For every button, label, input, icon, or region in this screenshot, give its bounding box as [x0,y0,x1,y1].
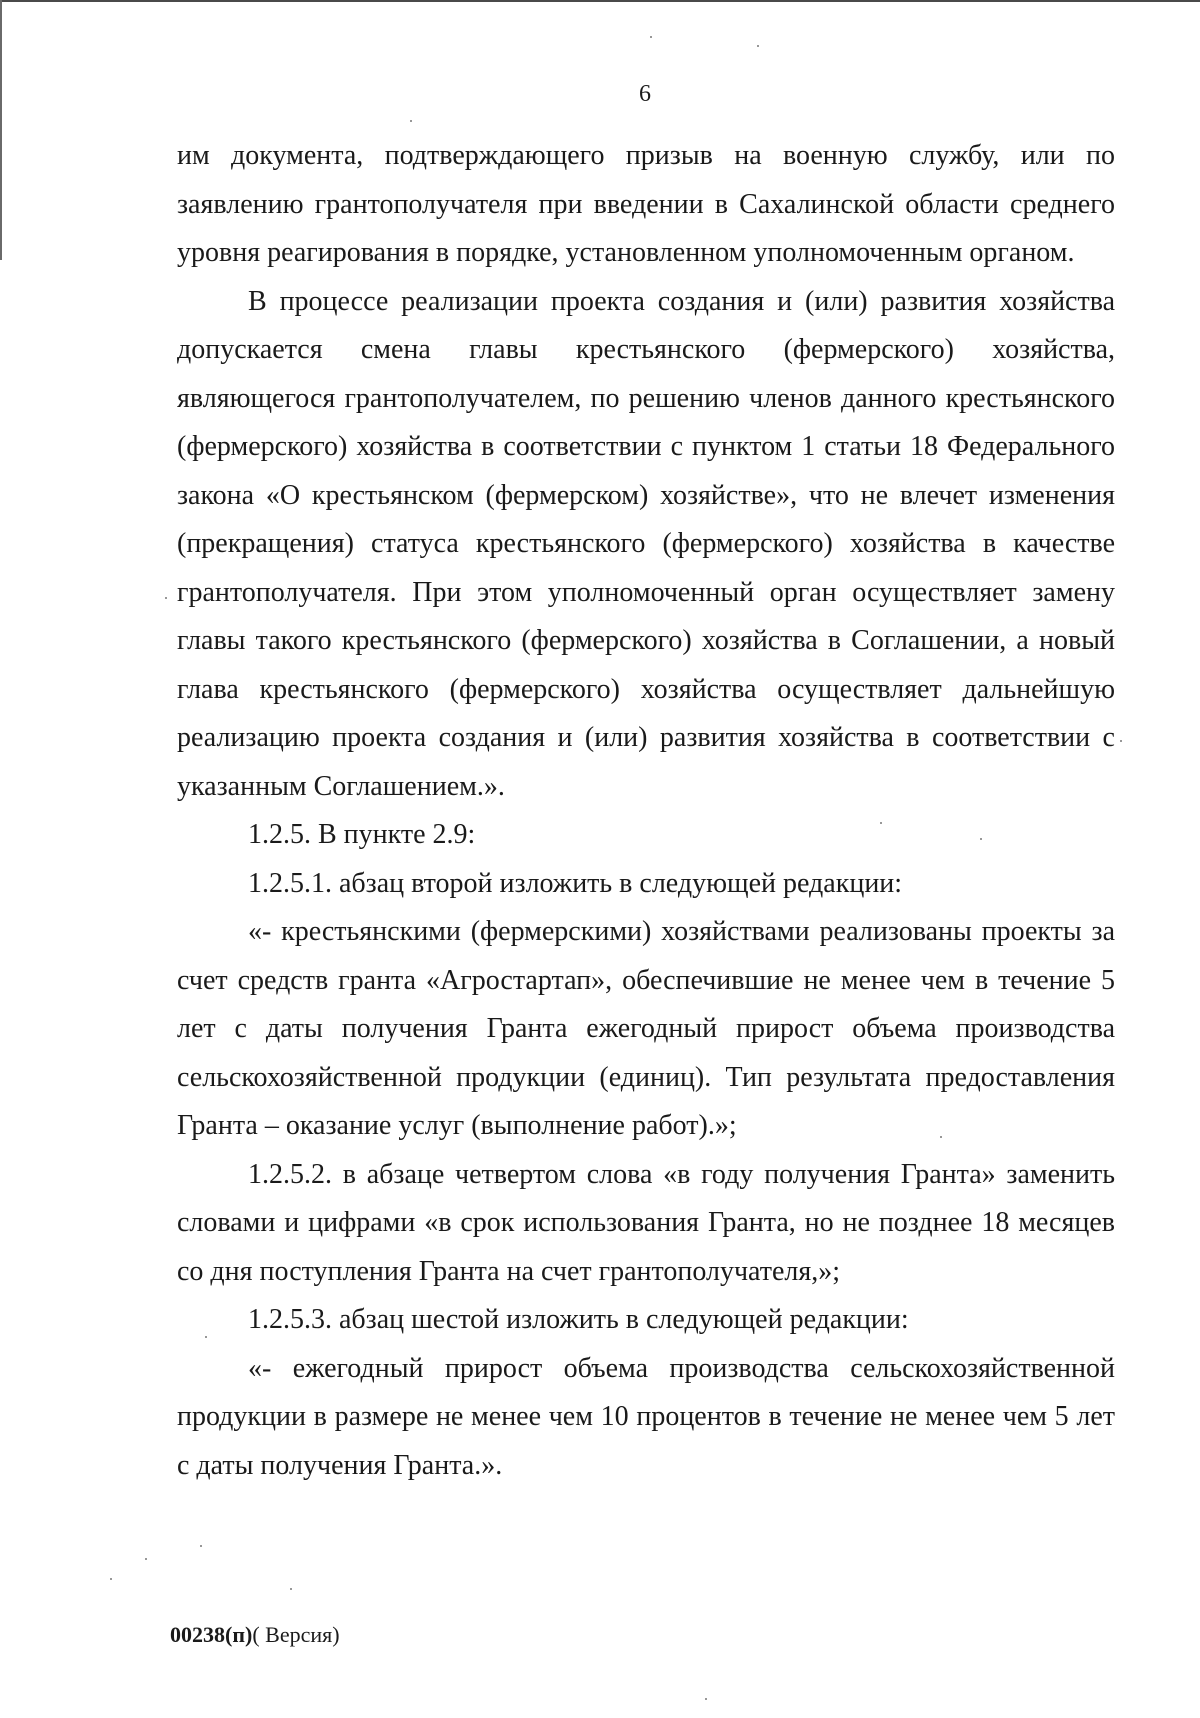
scan-speck [880,822,882,824]
scan-speck [410,120,412,122]
scan-speck [205,1336,207,1338]
document-body [177,132,1115,1490]
scan-speck [200,1545,202,1547]
paragraph-clause-1-2-5-2: 1.2.5.2. в абзаце четвертом слова «в году получения Гранта» заменить словами и цифрами «в срок использования Гранта, но не позднее 18 месяцев со дня поступления Гранта на счет грантополучателя,»; [177,1158,1115,1287]
page-number: 6 [639,81,651,107]
footer-version: ( Версия) [252,1622,340,1647]
paragraph-clause-1-2-5-1: 1.2.5.1. абзац второй изложить в следующей редакции: [248,867,903,899]
paragraph-head-change: В процессе реализации проекта создания и (или) развития хозяйства допускается смена главы крестьянского (фермерского) хозяйства, являющегося грантополучателем, по решению членов данного крестьянского (фермерского) хозяйства в соответствии с пунктом 1 статьи 18 Федерального закона «О крестьянском (фермерском) хозяйстве», что не влечет изменения (прекращения) статуса крестьянского (фермерского) хозяйства в качестве грантополучателя. При этом уполномоченный орган осуществляет замену главы такого крестьянского (фермерского) хозяйства в Соглашении, а новый глава крестьянского (фермерского) хозяйства осуществляет дальнейшую реализацию проекта создания и (или) развития хозяйства в соответствии с указанным Соглашением.». [177,285,1115,802]
left-scan-edge [0,0,2,260]
paragraph-quoted-result: «- крестьянскими (фермерскими) хозяйствами реализованы проекты за счет средств гранта «Агростартап», обеспечившие не менее чем в течение 5 лет с даты получения Гранта ежегодный прирост объема производства сельскохозяйственной продукции (единиц). Тип результата предоставления Гранта – оказание услуг (выполнение работ).»; [177,916,1115,1141]
paragraph-continuation: им документа, подтверждающего призыв на военную службу, или по заявлению грантополучателя при введении в Сахалинской области среднего уровня реагирования в порядке, установленном уполномоченным органом. [177,140,1115,268]
document-footer [170,1622,340,1648]
footer-document-code: 00238(п) [170,1622,253,1647]
scan-speck [705,1698,707,1700]
scan-speck [165,597,167,599]
paragraph-clause-1-2-5-3: 1.2.5.3. абзац шестой изложить в следующей редакции: [248,1304,909,1335]
scan-speck [145,1558,147,1560]
scan-speck [650,36,652,38]
scan-speck [980,838,982,840]
scan-speck [110,1578,112,1580]
scan-speck [940,1136,942,1138]
scan-speck [757,45,759,47]
paragraph-clause-1-2-5: 1.2.5. В пункте 2.9: [248,819,476,850]
top-border-line [0,0,1200,2]
scan-speck [1120,740,1122,742]
paragraph-quoted-growth: «- ежегодный прирост объема производства сельскохозяйственной продукции в размере не менее чем 10 процентов в течение не менее чем 5 лет с даты получения Гранта.». [177,1352,1115,1481]
scan-speck [290,1588,292,1590]
